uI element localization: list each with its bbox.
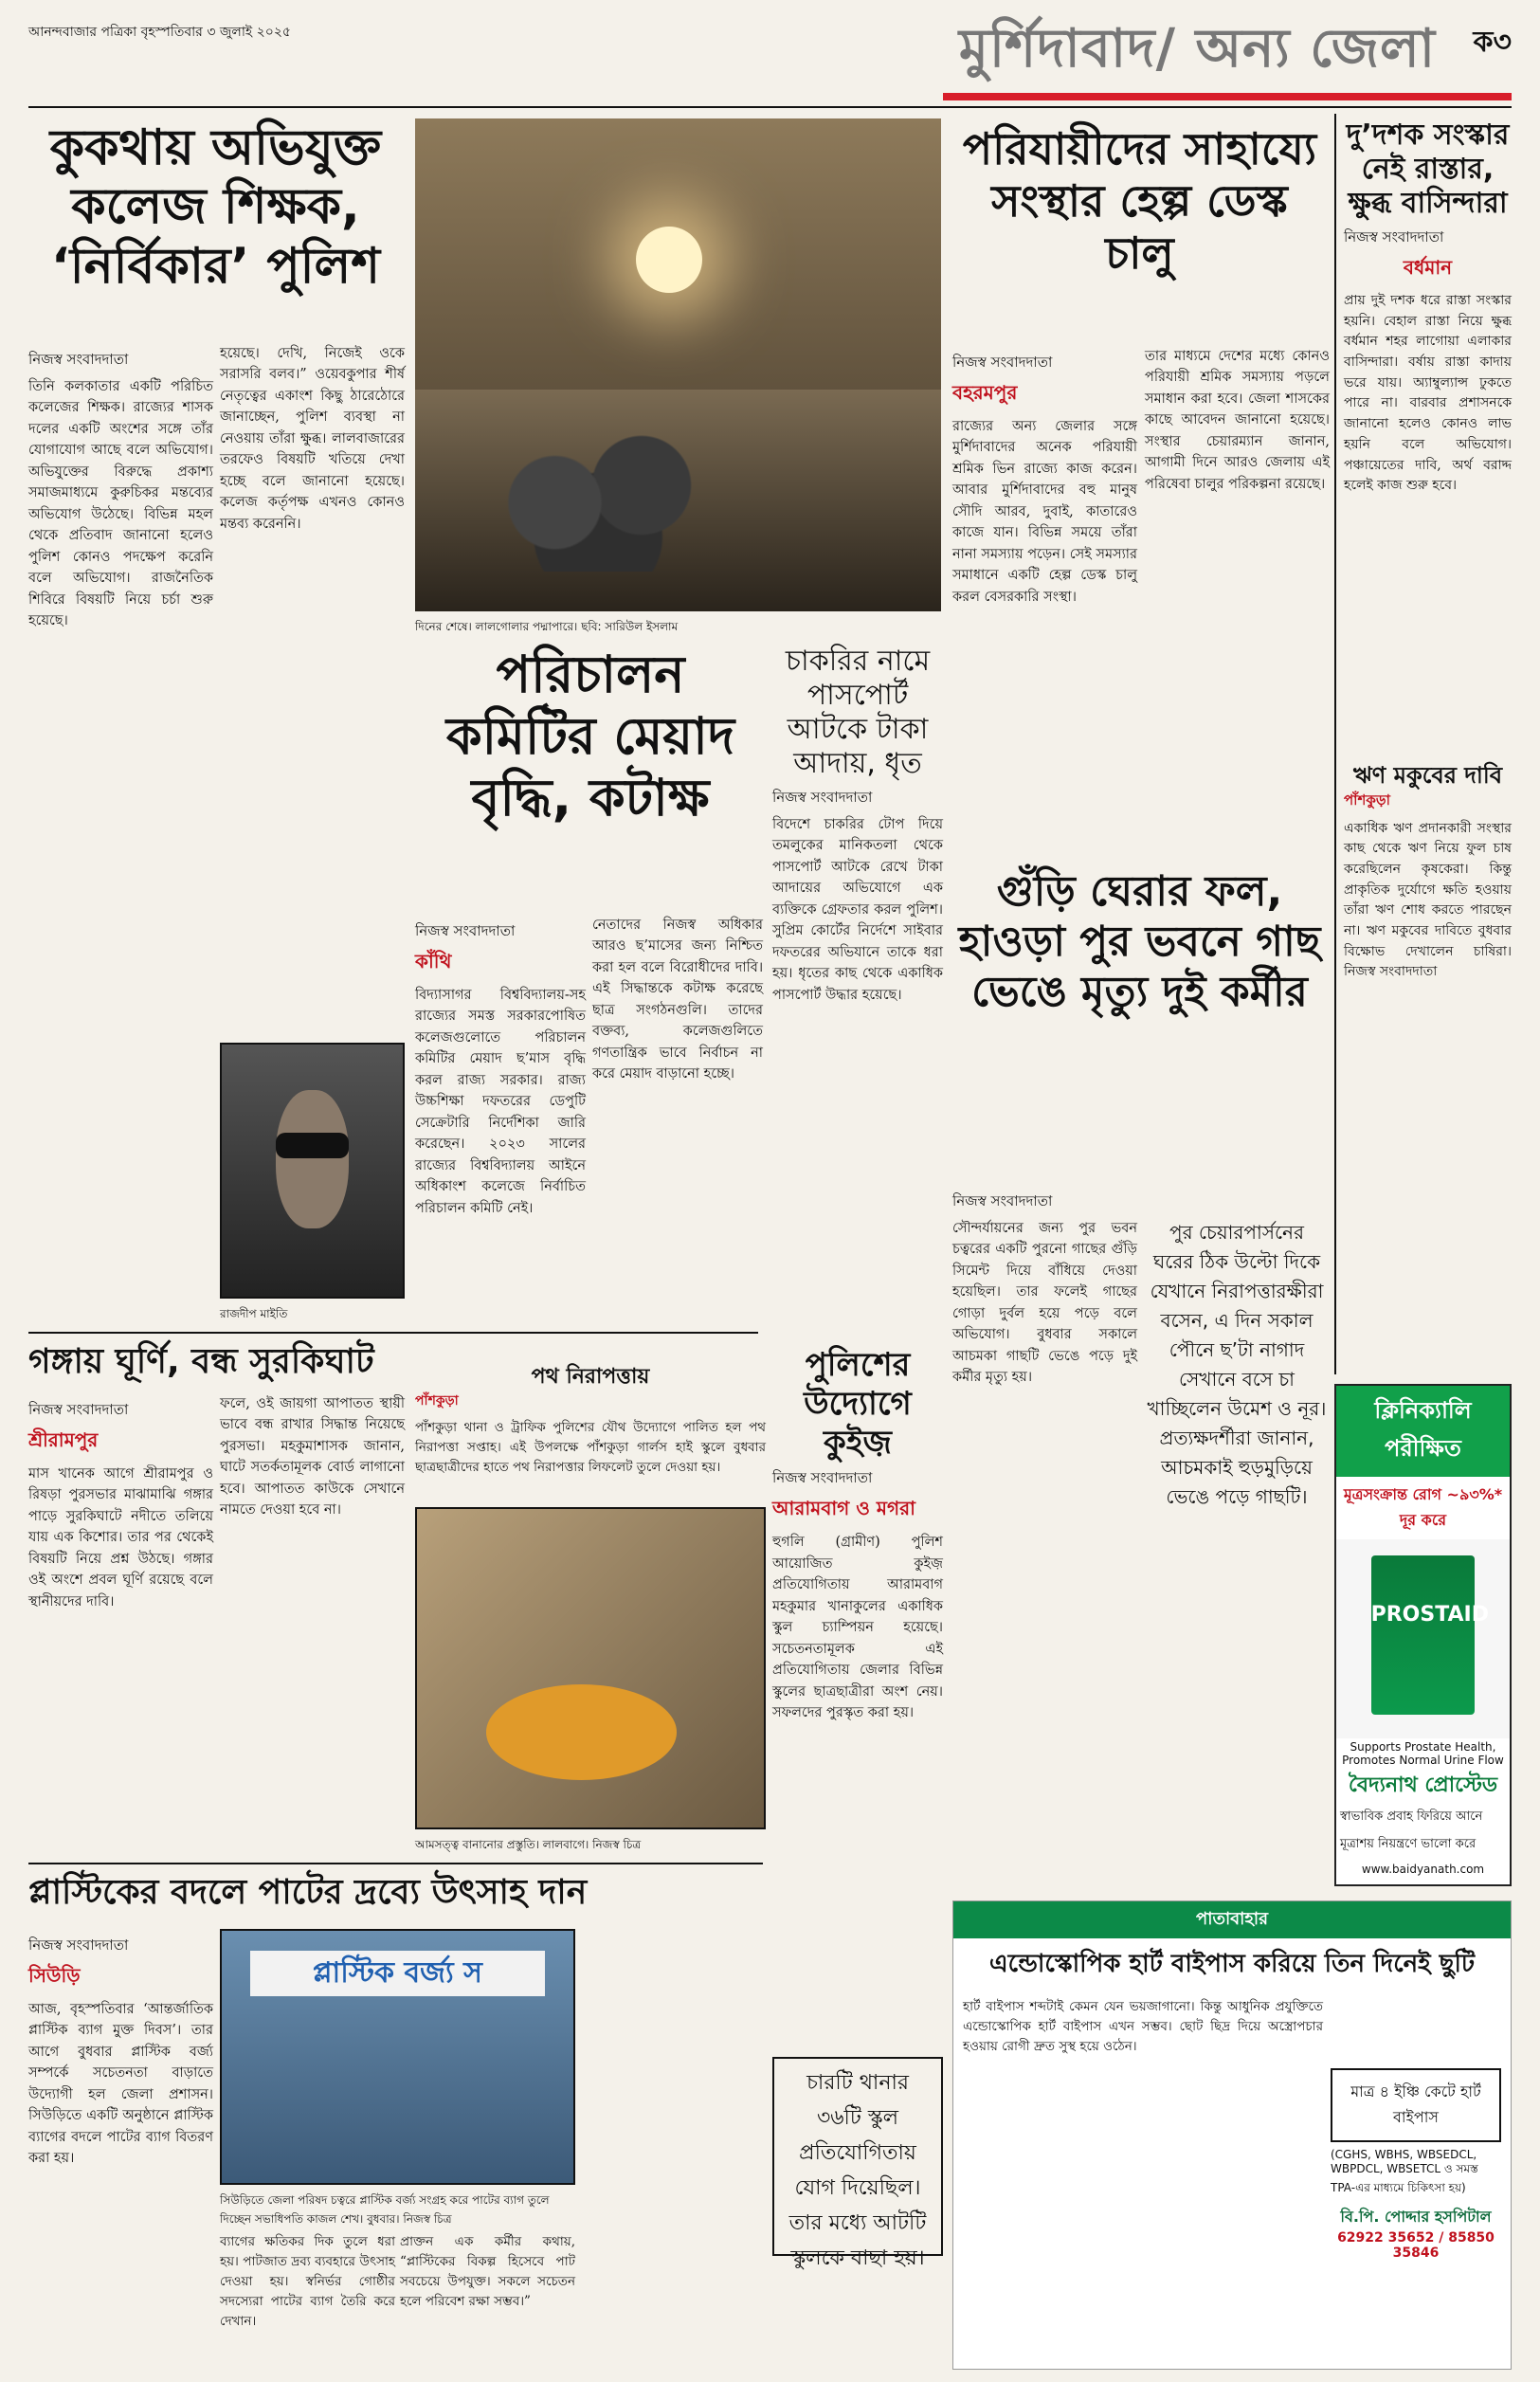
product-pack	[1370, 1555, 1489, 1715]
story-ghat-col1	[28, 1393, 213, 1886]
photo-banner: প্লাস্টিক বর্জ্য স	[250, 1951, 546, 1996]
ad-headline: ক্লিনিক্যালি পরীক্ষিত	[1336, 1386, 1510, 1477]
sunset-caption: দিনের শেষে। লালগোলার পদ্মাপারে। ছবি: সারিউল ইসলাম	[415, 620, 679, 633]
story-tree-body	[952, 1185, 1327, 1564]
masthead-red-bar	[943, 93, 1512, 100]
section-title: মুর্শিদাবাদ/ অন্য জেলা	[958, 18, 1436, 80]
portrait-photo	[220, 1043, 405, 1299]
ad-hospital[interactable]	[952, 1900, 1512, 2370]
story-helpdesk	[952, 123, 1327, 341]
masthead-rule	[28, 106, 1512, 108]
headline-loan: ঋণ মকুবের দাবি	[1352, 761, 1503, 789]
section-rule	[28, 1863, 763, 1864]
ad-box-text: মাত্র ৪ ইঞ্চি কেটে হার্ট বাইপাস	[1331, 2068, 1501, 2142]
story-body: বিদেশে চাকরির টোপ দিয়ে তমলুকের মানিকতলা থেকে পাসপোর্ট আটকে রেখে টাকা আদায়ের অভিযোগে এক ব্যক্তিকে গ্রেফতার করল পুলিশ। সুপ্রিম কোর্টের নির্দেশে সাইবার দফতরের অভিযানে তাকে ধরা হয়। ধৃতের কাছ থেকে একাধিক পাসপোর্ট উদ্ধার হয়েছে।	[772, 817, 943, 1003]
story-jute-col2	[220, 2232, 395, 2365]
story-body: সৌন্দর্যায়নের জন্য পুর ভবন চত্বরের একটি পুরনো গাছের গুঁড়ি সিমেন্ট দিয়ে বাঁধিয়ে দেওয়া হয়েছিল। তার ফলেই গাছের গোড়া দুর্বল হয়ে পড়ে বলে অভিযোগ। বুধবার সকালে আচমকা গাছটি ভেঙে পড়ে দুই কর্মীর মৃত্যু হয়।	[952, 1221, 1137, 1386]
byline: নিজস্ব সংবাদদাতা	[28, 1937, 129, 1954]
story-body: একাধিক ঋণ প্রদানকারী সংস্থার কাছ থেকে ঋণ নিয়ে ফুল চাষ করেছিলেন কৃষকেরা। কিন্তু প্রাকৃতিক দুর্যোগে ক্ষতি হওয়ায় তাঁরা ঋণ শোধ করতে পারছেন না। ঋণ মকুবের দাবিতে বুধবার বিক্ষোভ দেখালেন চাষিরা। নিজস্ব সংবাদদাতা	[1344, 820, 1512, 980]
story-quiz	[772, 1346, 943, 2009]
story-road-safety	[415, 1365, 766, 1502]
cooking-caption: আমসত্ত্ব বানানোর প্রস্তুতি। লালবাগে। নিজস্ব চিত্র	[415, 1838, 642, 1851]
story-body: নেতাদের নিজস্ব অধিকার আরও ছ’মাসের জন্য নিশ্চিত করা হল বলে বিরোধীদের দাবি। এই সিদ্ধান্তকে কটাক্ষ করেছে ছাত্র সংগঠনগুলি। তাদের বক্তব্য, কলেজগুলিতে গণতান্ত্রিক ভাবে নির্বাচন না করে মেয়াদ বাড়ানো হচ্ছে।	[592, 918, 763, 1082]
byline: নিজস্ব সংবাদদাতা	[952, 1192, 1053, 1209]
dateline: কাঁথি	[415, 950, 452, 973]
story-kukotha	[28, 118, 403, 336]
headline-road: দু’দশক সংস্কার নেই রাস্তার, ক্ষুব্ধ বাসিন্দারা	[1346, 118, 1510, 220]
byline: নিজস্ব সংবাদদাতা	[772, 789, 873, 806]
sun-shape	[636, 227, 702, 293]
portrait-glasses	[276, 1133, 348, 1158]
story-body: প্রাক্তন এক কর্মীর কথায়, “প্লাস্টিকের বিকল্প হিসেবে পাট সবচেয়ে উপযুক্ত। সকলে সচেতন হলে পরিবেশ রক্ষা সম্ভব।”	[400, 2234, 575, 2309]
jute-caption: সিউড়িতে জেলা পরিষদ চত্বরে প্লাস্টিক বর্জ্য সংগ্রহ করে পাটের ব্যাগ তুলে দিচ্ছেন সভাধিপতি কাজল শেখ। বুধবার। নিজস্ব চিত্র	[220, 2193, 550, 2226]
story-ghat-head	[28, 1341, 408, 1389]
story-body: হুগলি (গ্রামীণ) পুলিশ আয়োজিত কুইজ় প্রতিযোগিতায় আরামবাগ মহকুমার খানাকুলের একাধিক স্কুল চ্যাম্পিয়ন হয়েছে। সচেতনতামূলক এই প্রতিযোগিতায় জেলার বিভিন্ন স্কুলের ছাত্রছাত্রীরা অংশ নেয়। সফলদের পুরস্কৃত করা হয়।	[772, 1535, 943, 1721]
story-body: আজ, বৃহস্পতিবার ‘আন্তর্জাতিক প্লাস্টিক ব্যাগ মুক্ত দিবস’। তার আগে বুধবার প্লাস্টিক বর্জ্য সম্পর্কে সচেতনতা বাড়াতে উদ্যোগী হল জেলা প্রশাসন। সিউড়িতে একটি অনুষ্ঠানে প্লাস্টিক ব্যাগের বদলে পাটের ব্যাগ বিতরণ করা হয়।	[28, 2002, 213, 2167]
headline-ghat: গঙ্গায় ঘূর্ণি, বন্ধ সুরকিঘাট	[28, 1342, 374, 1381]
hospital-name: বি.পি. পোদ্দার হসপিটাল	[1340, 2207, 1492, 2226]
column-rule	[1334, 114, 1336, 1374]
jute-photo	[220, 1929, 575, 2185]
headline-tree: গুঁড়ি ঘেরার ফল, হাওড়া পুর ভবনে গাছ ভেঙে মৃত্যু দুই কর্মীর	[958, 867, 1321, 1016]
headline-quiz: পুলিশের উদ্যোগে কুইজ়	[804, 1346, 912, 1462]
byline: নিজস্ব সংবাদদাতা	[415, 922, 516, 939]
byline: নিজস্ব সংবাদদাতা	[772, 1469, 873, 1487]
story-body: ব্যাগের ক্ষতিকর দিক তুলে ধরা হয়। পাটজাত দ্রব্য ব্যবহারে উৎসাহ দেওয়া হয়। স্বনির্ভর গোষ্ঠীর সদস্যেরা পাটের ব্যাগ তৈরি করে দেখান।	[220, 2234, 395, 2329]
headline-kukotha: কুকথায় অভিযুক্ত কলেজ শিক্ষক, ‘নির্বিকার’ পুলিশ	[49, 119, 382, 295]
ad-body: হার্ট বাইপাস শব্দটাই কেমন যেন ভয়জাগানো। কিন্তু আধুনিক প্রযুক্তিতে এন্ডোস্কোপিক হার্ট বাইপাস এখন সম্ভব। ছোট ছিদ্র দিয়ে অস্ত্রোপচার হওয়ায় রোগী দ্রুত সুস্থ হয়ে ওঠেন।	[963, 1999, 1323, 2054]
product-tagline: Supports Prostate Health, Promotes Normal Urine Flow	[1342, 1740, 1504, 1767]
dateline: বহরমপুর	[952, 381, 1018, 404]
headline-committee: পরিচালন কমিটির মেয়াদ বৃদ্ধি, কটাক্ষ	[445, 645, 735, 827]
story-tree	[952, 867, 1327, 1180]
ad-bullet: স্বাভাবিক প্রবাহ ফিরিয়ে আনে	[1340, 1809, 1483, 1824]
page-number: ক৩	[1473, 26, 1512, 59]
pot-shape	[486, 1684, 677, 1780]
ad-subhead: মূত্রসংক্রান্ত রোগ ~৯৩%* দূর করে	[1343, 1485, 1503, 1529]
hospital-phone[interactable]: 62922 35652 / 85850 35846	[1337, 2229, 1495, 2261]
brand-bengali: বৈদ্যনাথ প্রোস্টেড	[1348, 1773, 1498, 1797]
byline: নিজস্ব সংবাদদাতা	[28, 1401, 129, 1418]
headline-passport: চাকরির নামে পাসপোর্ট আটকে টাকা আদায়, ধৃত	[785, 645, 931, 780]
ad-bullet: মূত্রাশয় নিয়ন্ত্রণে ভালো করে	[1340, 1837, 1477, 1851]
byline: নিজস্ব সংবাদদাতা	[1344, 228, 1444, 245]
product-name: PROSTAID	[1370, 1603, 1489, 1627]
headline-road-safety: পথ নিরাপত্তায়	[531, 1365, 650, 1389]
story-committee	[415, 645, 766, 910]
ad-headline: এন্ডোস্কোপিক হার্ট বাইপাস করিয়ে তিন দিনেই ছুটি	[988, 1950, 1476, 1978]
sunset-photo	[415, 118, 941, 611]
story-body: তার মাধ্যমে দেশের মধ্যে কোনও পরিযায়ী শ্রমিক সমস্যায় পড়লে সমাধান করা হবে। জেলা শাসকের কাছে আবেদন জানানো হয়েছে। সংস্থার চেয়ারম্যান জানান, আগামী দিনে আরও জেলায় এই পরিষেবা চালুর পরিকল্পনা রয়েছে।	[1145, 349, 1330, 492]
headline-jute: প্লাস্টিকের বদলে পাটের দ্রব্যে উৎসাহ দান	[28, 1873, 588, 1912]
portrait-face	[276, 1090, 348, 1228]
story-body: ফলে, ওই জায়গা আপাতত স্থায়ী ভাবে বন্ধ রাখার সিদ্ধান্ত নিয়েছে পুরসভা। মহকুমাশাসক জানান, ঘাটে সতর্কতামূলক বোর্ড লাগানো হবে। আপাতত কাউকে সেখানে নামতে দেওয়া হবে না।	[220, 1396, 405, 1518]
byline: নিজস্ব সংবাদদাতা	[28, 351, 129, 368]
story-body: হয়েছে। দেখি, নিজেই ওকে সরাসরি বলব।” ওয়েবকুপার শীর্ষ নেতৃত্বের একাংশ কিছু ঠারেঠোরে জানাচ্ছেন, পুলিশ ব্যবস্থা না নেওয়ায় তাঁরা ক্ষুব্ধ। লালবাজারের তরফেও বিষয়টি খতিয়ে দেখা হচ্ছে বলে জানানো হয়েছে। কলেজ কর্তৃপক্ষ এখনও কোনও মন্তব্য করেননি।	[220, 346, 405, 532]
quiz-highlight: চারটি থানার ৩৬টি স্কুল প্রতিযোগিতায় যোগ দিয়েছিল। তার মধ্যে আটটি স্কুলকে বাছা হয়।	[772, 2057, 943, 2256]
byline: নিজস্ব সংবাদদাতা	[952, 354, 1053, 371]
rocks-shape	[468, 399, 757, 572]
story-body: পাঁশকুড়া থানা ও ট্রাফিক পুলিশের যৌথ উদ্যোগে পালিত হল পথ নিরাপত্তা সপ্তাহ। এই উপলক্ষে পাঁশকুড়া গার্লস হাই স্কুলে বুধবার ছাত্রছাত্রীদের হাতে পথ নিরাপত্তার লিফলেট তুলে দেওয়া হয়।	[415, 1420, 766, 1476]
story-jute-col3	[400, 2232, 575, 2365]
story-body: বিদ্যাসাগর বিশ্ববিদ্যালয়-সহ রাজ্যের সমস্ত সরকারপোষিত কলেজগুলোতে পরিচালন কমিটির মেয়াদ ছ’মাস বৃদ্ধি করল রাজ্য সরকার। রাজ্য উচ্চশিক্ষা দফতরের ডেপুটি সেক্রেটারি নির্দেশিকা জারি করেছেন। ২০২৩ সালের রাজ্যের বিশ্ববিদ্যালয় আইনে অধিকাংশ কলেজে নির্বাচিত পরিচালন কমিটি নেই।	[415, 988, 586, 1216]
dateline: পাঁশকুড়া	[415, 1393, 459, 1409]
story-body: রাজ্যের অন্য জেলার সঙ্গে মুর্শিদাবাদের অনেক পরিযায়ী শ্রমিক ভিন রাজ্যে কাজ করেন। আবার মুর্শিদাবাদের বহু মানুষ সৌদি আরব, দুবাই, কাতারেও কাজে যান। বিভিন্ন সময়ে তাঁরা নানা সমস্যায় পড়েন। সেই সমস্যার সমাধানে একটি হেল্প ডেস্ক চালু করল বেসরকারি সংস্থা।	[952, 419, 1137, 605]
paper-dateline: আনন্দবাজার পত্রিকা বৃহস্পতিবার ৩ জুলাই ২০২৫	[28, 25, 292, 40]
story-body: তিনি কলকাতার একটি পরিচিত কলেজের শিক্ষক। রাজ্যের শাসক দলের একটি অংশের সঙ্গে তাঁর যোগাযোগ আছে বলে অভিযোগ। অভিযুক্তের বিরুদ্ধে প্রকাশ্য সমাজমাধ্যমে কুরুচিকর মন্তব্যের অভিযোগ উঠেছে। বিভিন্ন মহল থেকে প্রতিবাদ জানানো হলেও পুলিশ কোনও পদক্ষেপ করেনি বলে অভিযোগ। রাজনৈতিক শিবিরে বিষয়টি নিয়ে চর্চা শুরু হয়েছে।	[28, 379, 213, 629]
ad-product-image	[1336, 1539, 1510, 1738]
story-kukotha-col1	[28, 343, 213, 836]
dateline: আরামবাগ ও মগরা	[772, 1497, 915, 1520]
portrait-caption: রাজদীপ মাইতি	[220, 1307, 288, 1320]
story-jute-col1	[28, 1929, 213, 2365]
ad-website-link[interactable]: www.baidyanath.com	[1361, 1863, 1485, 1876]
dateline: সিউড়ি	[28, 1964, 81, 1987]
story-body: প্রায় দুই দশক ধরে রাস্তা সংস্কার হয়নি। বেহাল রাস্তা নিয়ে ক্ষুব্ধ বর্ধমান শহর লাগোয়া এলাকার বাসিন্দারা। বর্ষায় রাস্তা কাদায় ভরে যায়। অ্যাম্বুল্যান্স ঢুকতে পারে না। বারবার প্রশাসনকে জানানো হলেও কোনও লাভ হয়নি বলে অভিযোগ। পঞ্চায়েতের দাবি, অর্থ বরাদ্দ হলেই কাজ শুরু হবে।	[1344, 293, 1512, 494]
story-road	[1344, 118, 1512, 1379]
cooking-photo	[415, 1507, 766, 1829]
story-body: মাস খানেক আগে শ্রীরামপুর ও রিষড়া পুরসভার মাঝামাঝি গঙ্গার পাড়ে সুরকিঘাটে নদীতে তলিয়ে যায় এক কিশোর। তার পর থেকেই বিষয়টি নিয়ে প্রশ্ন উঠছে। গঙ্গার ওই অংশে প্রবল ঘূর্ণি রয়েছে বলে স্থানীয়দের দাবি।	[28, 1466, 213, 1609]
ad-label: পাতাবাহার	[953, 1901, 1511, 1938]
headline-helpdesk: পরিযায়ীদের সাহায্যে সংস্থার হেল্প ডেস্ক চালু	[962, 123, 1317, 280]
dateline: শ্রীরামপুর	[28, 1428, 99, 1451]
section-rule	[28, 1332, 758, 1334]
ad-prostaid[interactable]	[1334, 1384, 1512, 1886]
pull-quote: পুর চেয়ারপার্সনের ঘরের ঠিক উল্টো দিকে যেখানে নিরাপত্তারক্ষীরা বসেন, এ দিন সকাল পৌনে ছ’টা নাগাদ সেখানে বসে চা খাচ্ছিলেন উমেশ ও নূর। প্রত্যক্ষদর্শীরা জানান, আচমকাই হুড়মুড়িয়ে ভেঙে পড়ে গাছটি।	[1147, 1221, 1327, 1508]
dateline: পাঁশকুড়া	[1344, 791, 1390, 809]
story-ghat-col2	[220, 1393, 405, 1886]
dateline: বর্ধমান	[1403, 256, 1453, 279]
story-jute-head	[28, 1872, 763, 1924]
ad-schemes: (CGHS, WBHS, WBSEDCL, WBPDCL, WBSETCL ও সমস্ত TPA-এর মাধ্যমে চিকিৎসা হয়)	[1331, 2147, 1478, 2194]
